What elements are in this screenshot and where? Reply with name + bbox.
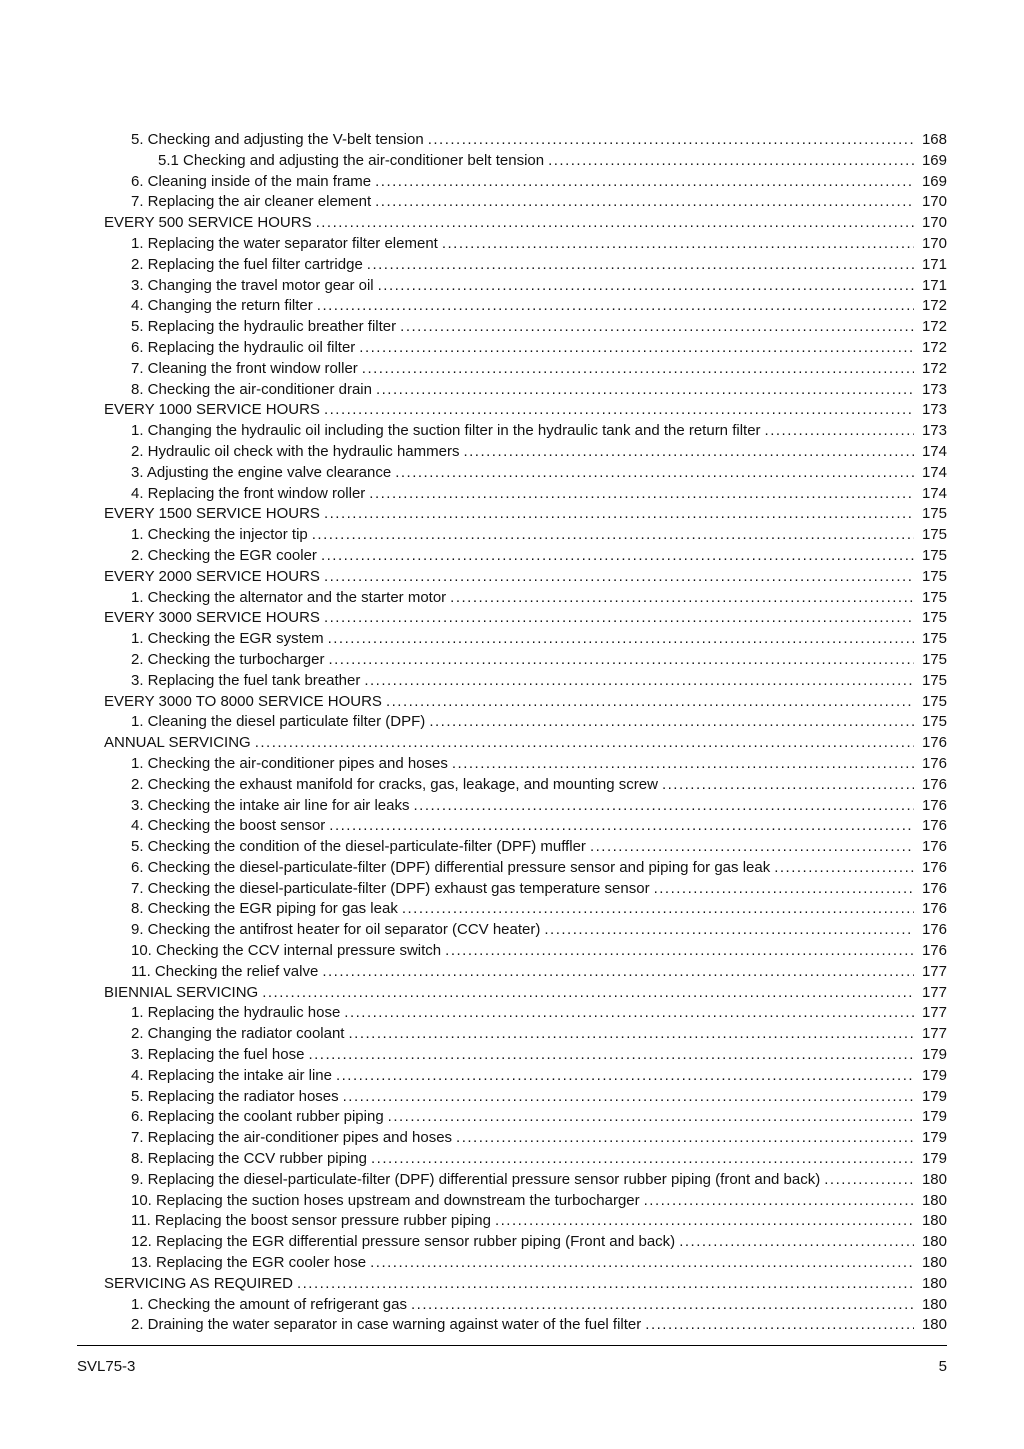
toc-entry-label: 4. Replacing the intake air line bbox=[131, 1066, 332, 1084]
toc-leader-dots bbox=[411, 1295, 914, 1316]
toc-leader-dots bbox=[324, 400, 914, 421]
toc-entry-page: 176 bbox=[921, 775, 947, 793]
toc-entry bbox=[131, 1315, 947, 1336]
toc-entry-label: 2. Checking the EGR cooler bbox=[131, 546, 317, 564]
toc-entry-page: 180 bbox=[921, 1212, 947, 1230]
toc-entry bbox=[131, 484, 947, 505]
toc-leader-dots bbox=[348, 1024, 914, 1045]
toc-leader-dots bbox=[452, 754, 914, 775]
toc-entry-label: 5. Replacing the hydraulic breather filter bbox=[131, 318, 397, 336]
toc-leader-dots bbox=[317, 296, 914, 317]
toc-leader-dots bbox=[371, 1149, 914, 1170]
toc-entry-page: 175 bbox=[921, 671, 947, 689]
toc-entry-label: 1. Checking the injector tip bbox=[131, 526, 308, 544]
toc-leader-dots bbox=[386, 692, 914, 713]
toc-leader-dots bbox=[321, 546, 914, 567]
toc-entry-label: 1. Replacing the hydraulic hose bbox=[131, 1004, 341, 1022]
toc-entry-label: 4. Changing the return filter bbox=[131, 297, 313, 315]
toc-entry bbox=[131, 1045, 947, 1066]
toc-leader-dots bbox=[255, 733, 914, 754]
toc-entry-page: 177 bbox=[921, 1025, 947, 1043]
toc-entry bbox=[131, 338, 947, 359]
toc-entry-label: 1. Changing the hydraulic oil including the suction filter in the hydraulic tank and the return filter bbox=[131, 422, 761, 440]
toc-leader-dots bbox=[679, 1232, 914, 1253]
toc-entry bbox=[131, 941, 947, 962]
toc-entry-label: 7. Replacing the air cleaner element bbox=[131, 193, 372, 211]
toc-entry-page: 172 bbox=[921, 297, 947, 315]
toc-entry-label: 3. Changing the travel motor gear oil bbox=[131, 276, 374, 294]
toc-entry bbox=[131, 899, 947, 920]
toc-entry-page: 177 bbox=[921, 1004, 947, 1022]
toc-entry-label: 2. Hydraulic oil check with the hydraulic hammers bbox=[131, 442, 460, 460]
toc-entry bbox=[131, 837, 947, 858]
toc-entry bbox=[131, 671, 947, 692]
toc-entry-page: 179 bbox=[921, 1046, 947, 1064]
toc-entry-label: 4. Checking the boost sensor bbox=[131, 817, 326, 835]
toc-entry-label: 1. Checking the air-conditioner pipes and hoses bbox=[131, 754, 448, 772]
toc-entry bbox=[131, 879, 947, 900]
toc-entry-label: 1. Replacing the water separator filter element bbox=[131, 234, 438, 252]
toc-entry bbox=[131, 712, 947, 733]
toc-entry-label: EVERY 3000 TO 8000 SERVICE HOURS bbox=[104, 692, 382, 710]
page-footer bbox=[77, 1358, 947, 1375]
toc-entry-label: 6. Replacing the coolant rubber piping bbox=[131, 1108, 384, 1126]
toc-entry bbox=[131, 525, 947, 546]
toc-entry-page: 173 bbox=[921, 422, 947, 440]
toc-entry-page: 168 bbox=[921, 131, 947, 148]
toc-leader-dots bbox=[654, 879, 914, 900]
toc-entry-label: 10. Replacing the suction hoses upstream and downstream the turbocharger bbox=[131, 1191, 640, 1209]
table-of-contents bbox=[104, 130, 947, 1336]
toc-section-header bbox=[104, 733, 947, 754]
toc-entry-label: 8. Replacing the CCV rubber piping bbox=[131, 1150, 367, 1168]
toc-leader-dots bbox=[544, 920, 914, 941]
toc-leader-dots bbox=[343, 1087, 914, 1108]
toc-leader-dots bbox=[645, 1315, 914, 1336]
toc-entry-label: 8. Checking the air-conditioner drain bbox=[131, 380, 372, 398]
toc-entry-label: 7. Cleaning the front window roller bbox=[131, 359, 358, 377]
toc-entry-page: 174 bbox=[921, 463, 947, 481]
toc-entry-page: 172 bbox=[921, 359, 947, 377]
toc-entry bbox=[131, 296, 947, 317]
toc-leader-dots bbox=[662, 775, 914, 796]
toc-entry-label: 5. Replacing the radiator hoses bbox=[131, 1087, 339, 1105]
toc-leader-dots bbox=[548, 151, 914, 172]
toc-entry-label: 5.1 Checking and adjusting the air-conditioner belt tension bbox=[158, 151, 545, 169]
toc-entry bbox=[131, 1149, 947, 1170]
toc-entry-page: 176 bbox=[921, 942, 947, 960]
toc-entry bbox=[131, 442, 947, 463]
toc-entry bbox=[131, 1087, 947, 1108]
toc-leader-dots bbox=[375, 192, 914, 213]
toc-entry bbox=[131, 962, 947, 983]
toc-entry-page: 172 bbox=[921, 318, 947, 336]
toc-leader-dots bbox=[388, 1107, 914, 1128]
page-number: 5 bbox=[938, 1358, 947, 1376]
toc-entry-label: 6. Replacing the hydraulic oil filter bbox=[131, 338, 356, 356]
toc-entry-label: 13. Replacing the EGR cooler hose bbox=[131, 1254, 367, 1272]
toc-entry-page: 176 bbox=[921, 796, 947, 814]
toc-entry-label: EVERY 500 SERVICE HOURS bbox=[104, 214, 312, 232]
toc-entry bbox=[131, 380, 947, 401]
toc-leader-dots bbox=[590, 837, 914, 858]
toc-entry bbox=[131, 1232, 947, 1253]
toc-entry-page: 180 bbox=[921, 1316, 947, 1334]
toc-entry bbox=[131, 920, 947, 941]
toc-entry bbox=[131, 588, 947, 609]
toc-leader-dots bbox=[824, 1170, 914, 1191]
toc-entry bbox=[131, 1003, 947, 1024]
toc-entry bbox=[131, 130, 947, 151]
toc-entry-page: 175 bbox=[921, 713, 947, 731]
toc-leader-dots bbox=[364, 671, 914, 692]
toc-leader-dots bbox=[322, 962, 914, 983]
toc-entry-page: 180 bbox=[921, 1191, 947, 1209]
toc-section-header bbox=[104, 567, 947, 588]
toc-leader-dots bbox=[362, 359, 914, 380]
toc-entry-label: EVERY 1000 SERVICE HOURS bbox=[104, 401, 320, 419]
toc-entry bbox=[131, 359, 947, 380]
toc-entry-page: 170 bbox=[921, 193, 947, 211]
toc-entry-label: 11. Replacing the boost sensor pressure rubber piping bbox=[131, 1212, 491, 1230]
toc-entry-page: 169 bbox=[921, 172, 947, 190]
toc-leader-dots bbox=[367, 255, 914, 276]
toc-leader-dots bbox=[336, 1066, 914, 1087]
toc-entry bbox=[131, 1066, 947, 1087]
toc-entry-page: 176 bbox=[921, 838, 947, 856]
toc-entry-page: 170 bbox=[921, 214, 947, 232]
toc-entry bbox=[131, 1211, 947, 1232]
toc-entry-page: 180 bbox=[921, 1170, 947, 1188]
toc-leader-dots bbox=[395, 463, 914, 484]
toc-entry-label: ANNUAL SERVICING bbox=[104, 734, 251, 752]
toc-section-header bbox=[104, 213, 947, 234]
toc-entry bbox=[131, 276, 947, 297]
toc-entry-page: 177 bbox=[921, 962, 947, 980]
toc-entry bbox=[131, 1107, 947, 1128]
toc-entry-page: 175 bbox=[921, 588, 947, 606]
toc-leader-dots bbox=[463, 442, 914, 463]
toc-entry-page: 180 bbox=[921, 1233, 947, 1251]
toc-entry bbox=[131, 421, 947, 442]
toc-entry bbox=[131, 650, 947, 671]
toc-entry bbox=[131, 255, 947, 276]
toc-entry-label: 10. Checking the CCV internal pressure switch bbox=[131, 942, 442, 960]
toc-entry bbox=[131, 1253, 947, 1274]
toc-entry-page: 171 bbox=[921, 255, 947, 273]
toc-entry bbox=[131, 1128, 947, 1149]
toc-leader-dots bbox=[369, 484, 914, 505]
toc-leader-dots bbox=[329, 816, 914, 837]
toc-entry-page: 176 bbox=[921, 879, 947, 897]
toc-entry-label: 1. Checking the EGR system bbox=[131, 630, 324, 648]
toc-entry bbox=[131, 234, 947, 255]
toc-leader-dots bbox=[316, 213, 914, 234]
toc-section-header bbox=[104, 608, 947, 629]
toc-entry bbox=[131, 317, 947, 338]
toc-entry-label: BIENNIAL SERVICING bbox=[104, 983, 259, 1001]
toc-section-header bbox=[104, 1274, 947, 1295]
toc-entry-page: 176 bbox=[921, 754, 947, 772]
toc-leader-dots bbox=[312, 525, 914, 546]
toc-entry-page: 176 bbox=[921, 900, 947, 918]
toc-entry bbox=[131, 816, 947, 837]
toc-entry-page: 180 bbox=[921, 1274, 947, 1292]
toc-leader-dots bbox=[262, 983, 914, 1004]
toc-entry-label: 6. Checking the diesel-particulate-filter (DPF) differential pressure sensor and piping for gas leak bbox=[131, 858, 771, 876]
toc-entry bbox=[131, 775, 947, 796]
toc-leader-dots bbox=[495, 1211, 914, 1232]
toc-leader-dots bbox=[765, 421, 914, 442]
footer-divider bbox=[77, 1345, 947, 1346]
toc-leader-dots bbox=[328, 650, 914, 671]
toc-entry-page: 174 bbox=[921, 442, 947, 460]
toc-leader-dots bbox=[376, 380, 914, 401]
toc-entry-label: 11. Checking the relief valve bbox=[131, 962, 319, 980]
toc-leader-dots bbox=[456, 1128, 914, 1149]
toc-entry bbox=[131, 172, 947, 193]
toc-entry-label: EVERY 3000 SERVICE HOURS bbox=[104, 609, 320, 627]
toc-entry-page: 174 bbox=[921, 484, 947, 502]
toc-leader-dots bbox=[429, 712, 914, 733]
toc-leader-dots bbox=[328, 629, 914, 650]
toc-entry bbox=[131, 629, 947, 650]
toc-leader-dots bbox=[324, 608, 914, 629]
toc-section-header bbox=[104, 692, 947, 713]
toc-leader-dots bbox=[442, 234, 914, 255]
toc-entry bbox=[131, 192, 947, 213]
toc-entry-label: 4. Replacing the front window roller bbox=[131, 484, 366, 502]
toc-entry-label: 5. Checking and adjusting the V-belt tension bbox=[131, 131, 424, 148]
toc-entry-label: 5. Checking the condition of the diesel-particulate-filter (DPF) muffler bbox=[131, 838, 586, 856]
toc-entry-page: 175 bbox=[921, 567, 947, 585]
toc-entry bbox=[131, 754, 947, 775]
toc-section-header bbox=[104, 983, 947, 1004]
toc-entry-label: 12. Replacing the EGR differential pressure sensor rubber piping (Front and back) bbox=[131, 1233, 676, 1251]
toc-leader-dots bbox=[402, 899, 914, 920]
toc-section-header bbox=[104, 504, 947, 525]
toc-entry-page: 176 bbox=[921, 858, 947, 876]
toc-leader-dots bbox=[378, 276, 914, 297]
toc-entry-page: 175 bbox=[921, 630, 947, 648]
toc-entry-page: 172 bbox=[921, 338, 947, 356]
toc-entry bbox=[131, 546, 947, 567]
toc-entry bbox=[158, 151, 947, 172]
toc-leader-dots bbox=[413, 796, 914, 817]
toc-leader-dots bbox=[359, 338, 914, 359]
toc-entry-label: 1. Cleaning the diesel particulate filter (DPF) bbox=[131, 713, 426, 731]
toc-leader-dots bbox=[324, 567, 914, 588]
toc-leader-dots bbox=[308, 1045, 914, 1066]
toc-entry-label: 6. Cleaning inside of the main frame bbox=[131, 172, 372, 190]
toc-entry-label: 7. Replacing the air-conditioner pipes and hoses bbox=[131, 1129, 453, 1147]
toc-entry-page: 175 bbox=[921, 609, 947, 627]
toc-leader-dots bbox=[370, 1253, 914, 1274]
toc-entry-page: 176 bbox=[921, 921, 947, 939]
toc-entry-label: 3. Replacing the fuel tank breather bbox=[131, 671, 361, 689]
toc-entry-label: 8. Checking the EGR piping for gas leak bbox=[131, 900, 398, 918]
toc-entry bbox=[131, 1295, 947, 1316]
toc-entry-page: 169 bbox=[921, 151, 947, 169]
toc-entry-page: 180 bbox=[921, 1254, 947, 1272]
toc-entry-page: 179 bbox=[921, 1150, 947, 1168]
toc-entry-label: EVERY 1500 SERVICE HOURS bbox=[104, 505, 320, 523]
toc-leader-dots bbox=[450, 588, 914, 609]
toc-entry-label: 9. Checking the antifrost heater for oil separator (CCV heater) bbox=[131, 921, 541, 939]
toc-entry-label: 2. Checking the exhaust manifold for cracks, gas, leakage, and mounting screw bbox=[131, 775, 658, 793]
toc-entry-page: 171 bbox=[921, 276, 947, 294]
toc-entry bbox=[131, 796, 947, 817]
toc-leader-dots bbox=[644, 1191, 914, 1212]
toc-entry-page: 175 bbox=[921, 692, 947, 710]
toc-entry-page: 176 bbox=[921, 817, 947, 835]
toc-entry-page: 175 bbox=[921, 546, 947, 564]
toc-entry-page: 179 bbox=[921, 1087, 947, 1105]
toc-leader-dots bbox=[375, 172, 914, 193]
toc-entry-page: 173 bbox=[921, 380, 947, 398]
toc-entry-label: SERVICING AS REQUIRED bbox=[104, 1274, 293, 1292]
toc-entry bbox=[131, 1170, 947, 1191]
toc-entry-page: 170 bbox=[921, 234, 947, 252]
toc-entry-label: 1. Checking the alternator and the starter motor bbox=[131, 588, 447, 606]
toc-entry-label: EVERY 2000 SERVICE HOURS bbox=[104, 567, 320, 585]
toc-entry-label: 1. Checking the amount of refrigerant gas bbox=[131, 1295, 407, 1313]
toc-entry-label: 2. Replacing the fuel filter cartridge bbox=[131, 255, 363, 273]
toc-entry-page: 175 bbox=[921, 505, 947, 523]
toc-entry-label: 2. Draining the water separator in case warning against water of the fuel filter bbox=[131, 1316, 642, 1334]
toc-leader-dots bbox=[400, 317, 914, 338]
toc-entry-page: 179 bbox=[921, 1129, 947, 1147]
toc-leader-dots bbox=[428, 130, 914, 151]
toc-entry-label: 9. Replacing the diesel-particulate-filter (DPF) differential pressure sensor rubber piping (front and back) bbox=[131, 1170, 821, 1188]
toc-entry-label: 3. Checking the intake air line for air leaks bbox=[131, 796, 410, 814]
toc-entry-label: 3. Replacing the fuel hose bbox=[131, 1046, 305, 1064]
toc-entry-label: 2. Changing the radiator coolant bbox=[131, 1025, 345, 1043]
toc-entry-page: 177 bbox=[921, 983, 947, 1001]
toc-entry-label: 2. Checking the turbocharger bbox=[131, 650, 325, 668]
document-id: SVL75-3 bbox=[77, 1358, 136, 1376]
toc-entry-page: 176 bbox=[921, 734, 947, 752]
toc-entry bbox=[131, 858, 947, 879]
toc-leader-dots bbox=[774, 858, 914, 879]
toc-section-header bbox=[104, 400, 947, 421]
toc-entry-page: 179 bbox=[921, 1066, 947, 1084]
toc-entry-label: 7. Checking the diesel-particulate-filter (DPF) exhaust gas temperature sensor bbox=[131, 879, 650, 897]
toc-entry bbox=[131, 463, 947, 484]
toc-entry-page: 179 bbox=[921, 1108, 947, 1126]
toc-entry bbox=[131, 1191, 947, 1212]
toc-entry-page: 180 bbox=[921, 1295, 947, 1313]
toc-entry-page: 175 bbox=[921, 526, 947, 544]
toc-entry-label: 3. Adjusting the engine valve clearance bbox=[131, 463, 392, 481]
toc-leader-dots bbox=[445, 941, 914, 962]
toc-entry-page: 175 bbox=[921, 650, 947, 668]
toc-entry-page: 173 bbox=[921, 401, 947, 419]
toc-leader-dots bbox=[297, 1274, 914, 1295]
toc-leader-dots bbox=[344, 1003, 914, 1024]
toc-entry bbox=[131, 1024, 947, 1045]
toc-leader-dots bbox=[324, 504, 914, 525]
